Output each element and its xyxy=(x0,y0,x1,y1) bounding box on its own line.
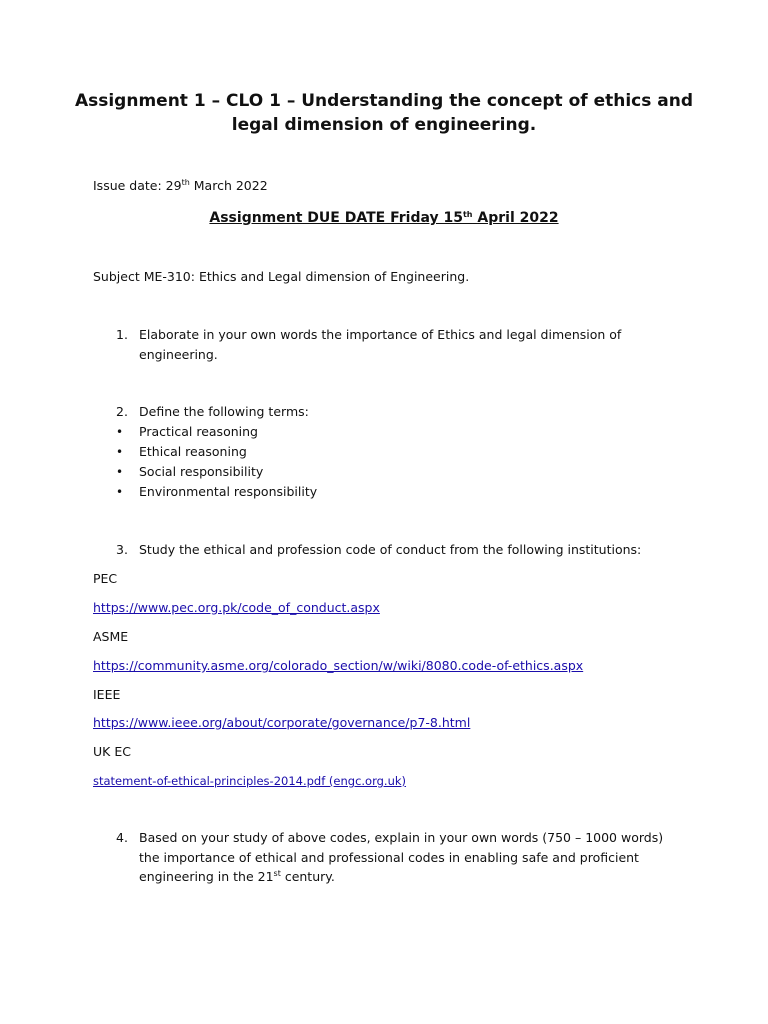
q3-number: 3. xyxy=(116,542,128,557)
link-uk-ec-ethical-principles[interactable]: statement-of-ethical-principles-2014.pdf (engc.org.uk) xyxy=(93,774,407,788)
page-title-line-2: legal dimension of engineering. xyxy=(231,115,537,135)
q1-number: 1. xyxy=(116,327,128,342)
bullet-icon: • xyxy=(116,465,124,479)
due-date-suffix: April 2022 xyxy=(472,210,559,226)
q4-line3-prefix: engineering in the 21 xyxy=(139,869,274,884)
due-date-prefix: Assignment DUE DATE Friday 15 xyxy=(209,210,463,226)
bullet-icon: • xyxy=(116,445,124,459)
issue-date-label: Issue date: 29 xyxy=(93,178,182,193)
q2-number: 2. xyxy=(116,404,128,419)
issue-date-rest: March 2022 xyxy=(189,178,268,193)
q3-text: Study the ethical and profession code of conduct from the following institutions: xyxy=(139,542,642,557)
q1-text-line-1: Elaborate in your own words the importance of Ethics and legal dimension of xyxy=(139,327,622,342)
due-date-sup: th xyxy=(462,210,473,219)
q4-line3-suffix: century. xyxy=(280,869,335,884)
list-item-term: Environmental responsibility xyxy=(139,484,318,499)
subject-line: Subject ME-310: Ethics and Legal dimension of Engineering. xyxy=(93,269,470,284)
list-item-term: Ethical reasoning xyxy=(139,444,247,459)
link-asme-code-of-ethics[interactable]: https://community.asme.org/colorado_section/w/wiki/8080.code-of-ethics.aspx xyxy=(93,658,584,673)
institution-name-pec: PEC xyxy=(93,571,118,586)
q1-text-line-2: engineering. xyxy=(139,347,218,362)
issue-date-sup: th xyxy=(181,178,190,187)
bullet-icon: • xyxy=(116,485,124,499)
q2-text: Define the following terms: xyxy=(139,404,309,419)
bullet-icon: • xyxy=(116,425,124,439)
institution-name-ieee: IEEE xyxy=(93,687,121,702)
institution-name-asme: ASME xyxy=(93,629,129,644)
q4-line3-sup: st xyxy=(273,869,281,878)
q4-number: 4. xyxy=(116,830,128,845)
q4-text-line-1: Based on your study of above codes, explain in your own words (750 – 1000 words) xyxy=(139,830,664,845)
page-title-line-1: Assignment 1 – CLO 1 – Understanding the concept of ethics and xyxy=(74,91,694,111)
due-date-heading xyxy=(0,209,768,227)
institution-name-uk-ec: UK EC xyxy=(93,744,131,759)
issue-date xyxy=(93,178,268,194)
list-item-term: Practical reasoning xyxy=(139,424,258,439)
q4-text-line-2: the importance of ethical and professional codes in enabling safe and proficient xyxy=(139,850,639,865)
list-item-term: Social responsibility xyxy=(139,464,264,479)
link-ieee-governance[interactable]: https://www.ieee.org/about/corporate/governance/p7-8.html xyxy=(93,715,471,730)
q4-text-line-3 xyxy=(139,869,335,885)
link-pec-code-of-conduct[interactable]: https://www.pec.org.pk/code_of_conduct.aspx xyxy=(93,600,380,615)
